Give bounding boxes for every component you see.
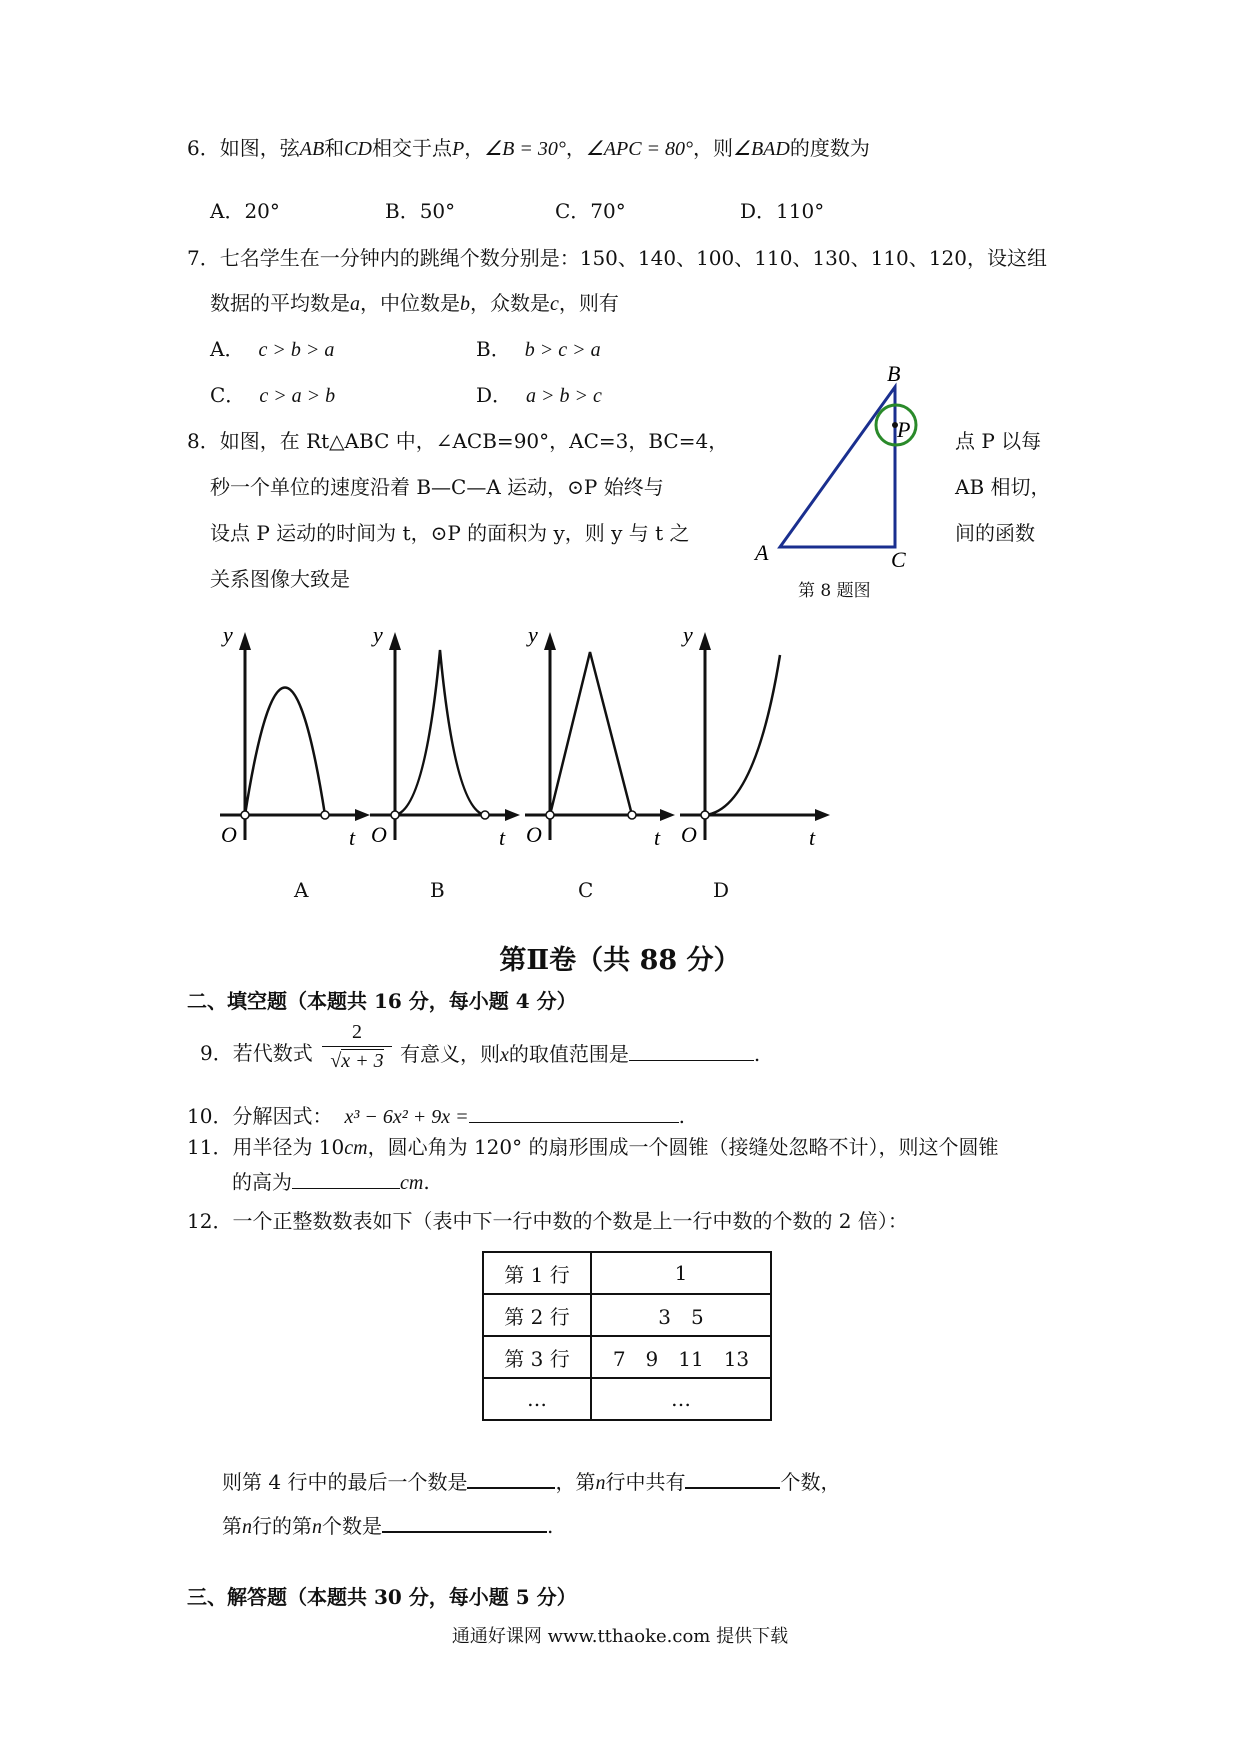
graph-a-o: O [221,822,237,847]
q8-figure-caption: 第 8 题图 [798,581,871,601]
label-p: P [897,417,911,442]
q12-question-line1: 则第 4 行中的最后一个数是 ，第n行中共有 个数， [222,1467,840,1496]
graph-b-t: t [499,825,506,850]
label-a: A [755,540,769,565]
q10-line: 10．分解因式： x³ − 6x² + 9x = . [187,1104,685,1128]
section2-title: 第Ⅱ卷（共 88 分） [499,945,741,976]
q8-line2: 秒一个单位的速度沿着 B—C—A 运动，⊙P 始终与 [210,475,664,499]
q8-line1: 8．如图，在 Rt△ABC 中，∠ACB=90°，AC=3，BC=4， [187,429,729,453]
q8-line2-right: AB 相切， [955,475,1051,499]
q7-option-b: B． b > c > a [476,337,601,361]
triangle-abc [780,387,895,547]
q8-line4: 关系图像大致是 [210,567,350,591]
graph-caption-b: B [430,878,445,902]
graph-a-y: y [223,622,233,647]
q11-answer-blank[interactable] [292,1168,400,1189]
table-row-values: … [591,1378,771,1420]
sqrt-sign-icon: √ [330,1050,342,1072]
table-row-label: 第 2 行 [483,1294,591,1336]
q9-rest: 有意义，则x的取值范围是 . [400,1042,761,1066]
page-footer: 通通好课网 www.tthaoke.com 提供下载 [451,1626,789,1647]
graph-b-o: O [371,822,387,847]
graph-c-t: t [654,825,661,850]
graph-caption-c: C [578,878,594,902]
q7-line2: 数据的平均数是a，中位数是b，众数是c，则有 [210,291,619,315]
q6-option-c: C．70° [555,199,626,223]
table-row-values: 3 5 [591,1294,771,1336]
graph-c-o: O [526,822,542,847]
q11-line1: 11．用半径为 10cm，圆心角为 120° 的扇形围成一个圆锥（接缝处忽略不计），则这个圆锥 [187,1135,999,1159]
q9-fraction [322,1020,392,1075]
q12-blank-last-number[interactable] [467,1467,555,1489]
q12-line1: 12．一个正整数数表如下（表中下一行中数的个数是上一行中数的个数的 2 倍）： [187,1209,908,1233]
section2-heading: 二、填空题（本题共 16 分，每小题 4 分） [187,989,577,1013]
q6-option-d: D．110° [740,199,825,223]
q9-denominator: √x + 3 [330,1050,384,1072]
table-row-values: 1 [591,1252,771,1294]
graph-a-t: t [349,825,356,850]
q11-line2: 的高为 cm. [232,1170,430,1194]
q9-numerator: 2 [352,1021,362,1043]
graph-d-y: y [683,622,693,647]
table-row-label: … [483,1378,591,1420]
q6-option-a: A．20° [210,199,280,223]
table-row-label: 第 3 行 [483,1336,591,1378]
q8-line3: 设点 P 运动的时间为 t，⊙P 的面积为 y，则 y 与 t 之 [210,521,690,545]
graph-b-y: y [373,622,383,647]
q7-option-c: C． c > a > b [210,383,336,407]
section3-heading: 三、解答题（本题共 30 分，每小题 5 分） [187,1585,577,1609]
graph-a [215,620,375,850]
q12-blank-nth-number[interactable] [382,1511,547,1533]
table-row [483,1336,771,1378]
q9-answer-blank[interactable] [629,1040,754,1061]
q12-question-line2: 第n行的第n个数是 . [222,1511,553,1540]
graph-caption-a: A [294,878,309,902]
table-row [483,1378,771,1420]
table-row-label: 第 1 行 [483,1252,591,1294]
table-row [483,1252,771,1294]
graph-d-t: t [809,825,816,850]
q12-blank-count[interactable] [685,1467,780,1489]
graph-c-y: y [528,622,538,647]
label-b: B [887,361,901,386]
q12-number-table [482,1251,772,1421]
label-c: C [891,547,906,572]
graph-b [365,620,525,850]
q8-triangle-figure [745,355,945,605]
q7-line1: 7．七名学生在一分钟内的跳绳个数分别是：150、140、100、110、130、110、120，设这组 [187,246,1047,270]
q6-line1: 6．如图，弦AB和CD相交于点P，∠B = 30°，∠APC = 80°，则∠BAD的度数为 [187,136,870,160]
q7-option-a: A． c > b > a [210,337,335,361]
graph-d [675,620,835,850]
table-row [483,1294,771,1336]
q8-line3-right: 间的函数 [955,521,1035,545]
q7-option-d: D． a > b > c [476,383,602,407]
table-row-values: 7 9 11 13 [591,1336,771,1378]
graph-caption-d: D [713,878,730,902]
q6-option-b: B．50° [385,199,456,223]
graph-d-o: O [681,822,697,847]
q9-prefix: 9．若代数式 [200,1041,313,1065]
q10-answer-blank[interactable] [469,1102,679,1123]
graph-c [520,620,680,850]
q8-line1-right: 点 P 以每 [955,429,1042,453]
